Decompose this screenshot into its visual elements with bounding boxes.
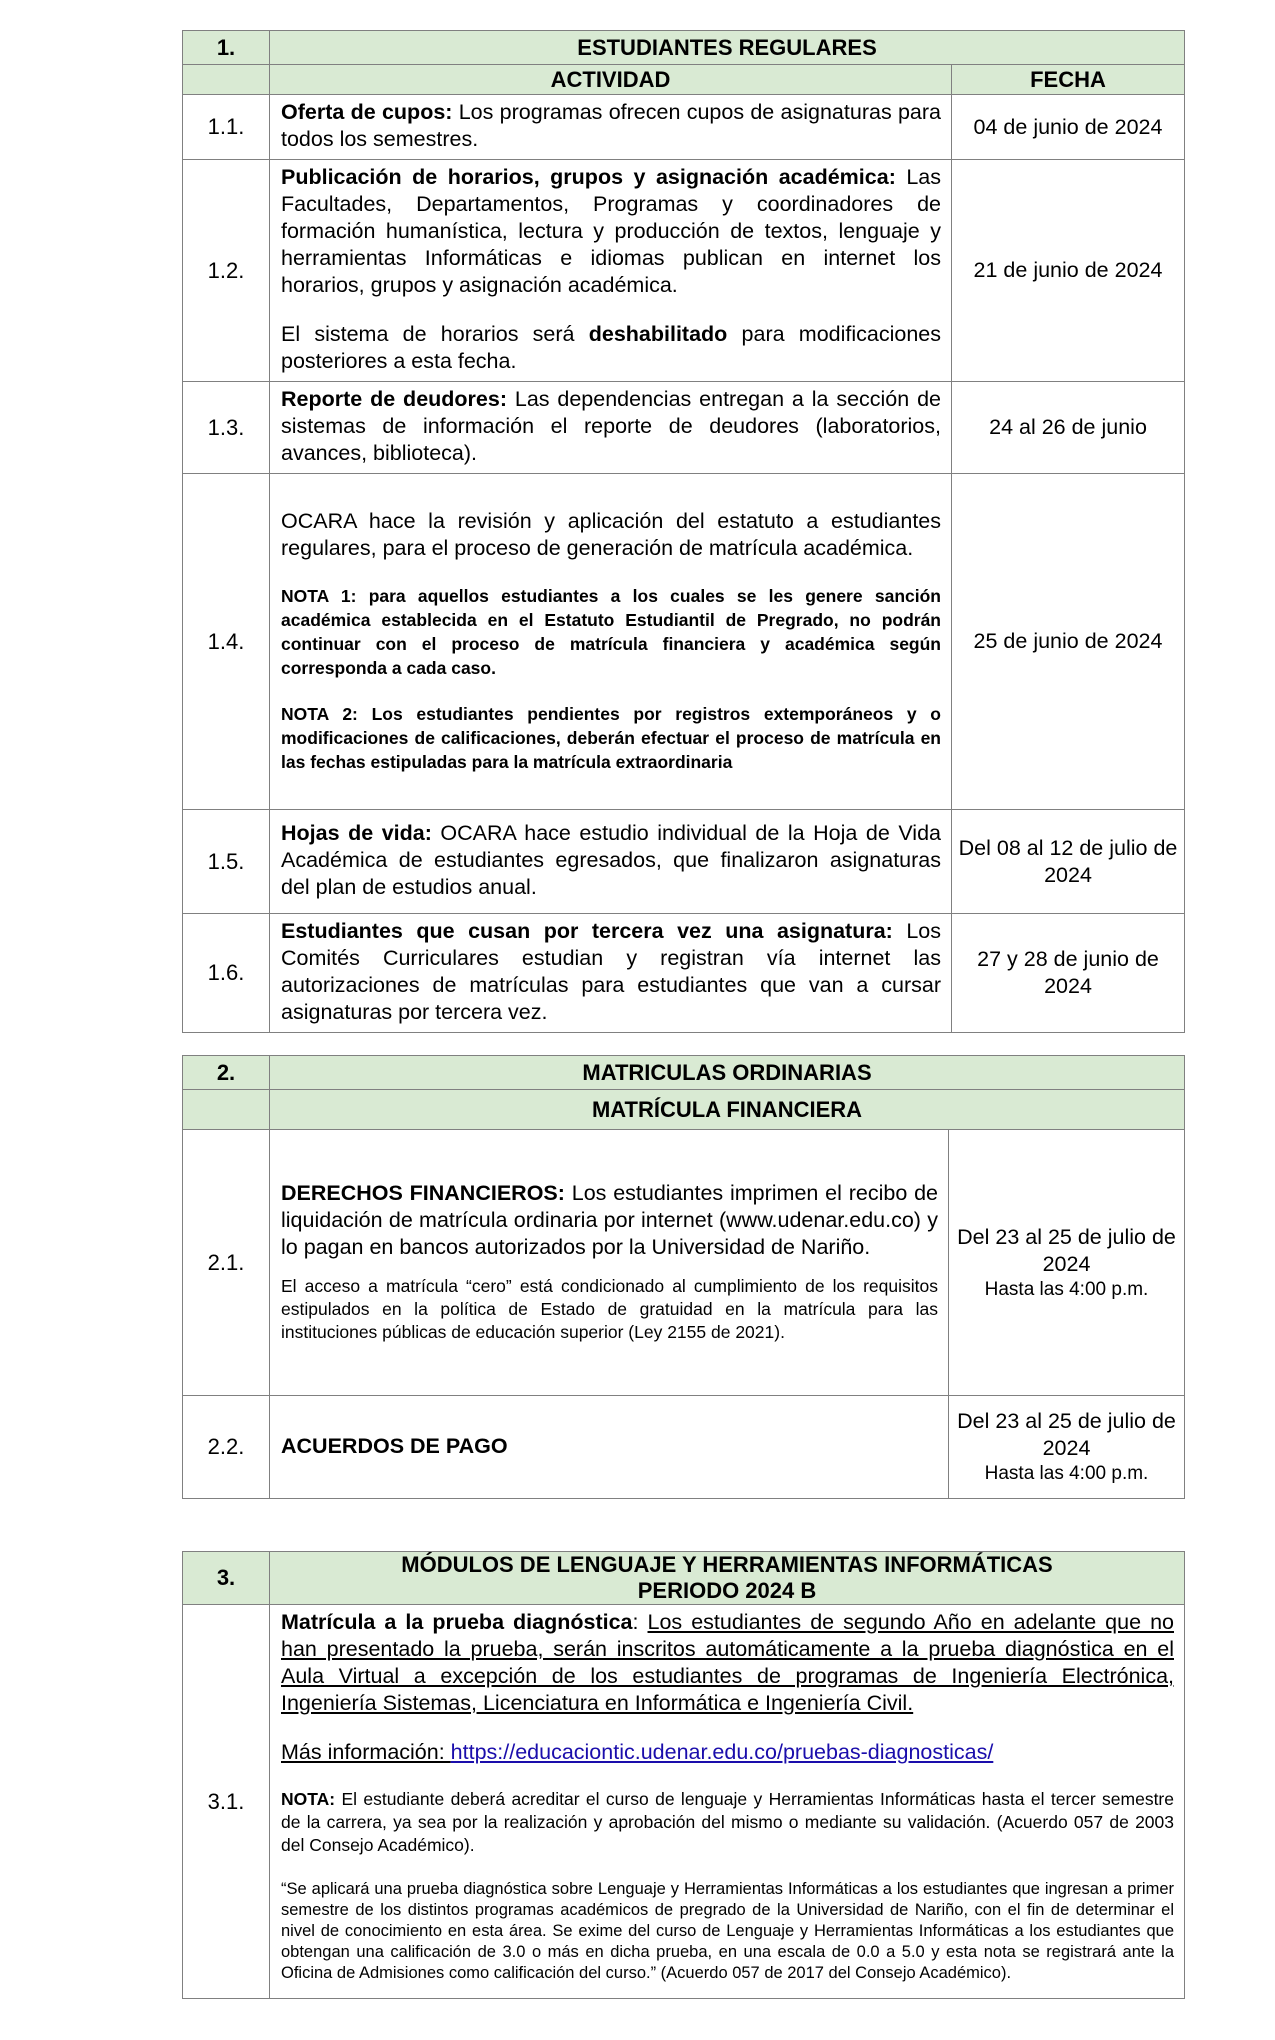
section-title-cell	[270, 1552, 1185, 1605]
table-row	[183, 382, 1185, 474]
row-number: 1.6.	[183, 914, 270, 1033]
section-title: MÓDULOS DE LENGUAJE Y HERRAMIENTAS INFORMÁTICAS	[401, 1552, 1053, 1577]
column-header-date: FECHA	[952, 65, 1185, 95]
note-text: para modificaciones posteriores a esta fecha.	[281, 322, 941, 373]
punctuation: :	[632, 1610, 648, 1634]
date-cell: 27 y 28 de junio de 2024	[952, 914, 1185, 1033]
activity-cell	[270, 1130, 949, 1396]
section-2-table	[182, 1055, 1185, 1499]
section-1-table	[182, 30, 1185, 1033]
row-number: 2.2.	[183, 1396, 270, 1499]
header-blank-cell	[183, 65, 270, 95]
note-text: El sistema de horarios será	[281, 322, 589, 346]
table-row	[183, 474, 1185, 810]
activity-note	[281, 1788, 1174, 1857]
activity-title: Hojas de vida:	[281, 821, 432, 845]
date-cell: 04 de junio de 2024	[952, 95, 1185, 160]
time-text: Hasta las 4:00 p.m.	[984, 1278, 1149, 1300]
date-text: Del 23 al 25 de julio de 2024	[957, 1409, 1176, 1460]
activity-text: Los estudiantes imprimen el recibo de liquidación de matrícula ordinaria por internet (www.udenar.edu.co) y lo pagan en bancos autorizados por la Universidad de Nariño.	[281, 1180, 938, 1259]
section-3-table	[182, 1551, 1185, 1999]
time-text: Hasta las 4:00 p.m.	[984, 1463, 1149, 1484]
date-text: Del 23 al 25 de julio de 2024	[957, 1224, 1176, 1276]
activity-text: Las Facultades, Departamentos, Programas y coordinadores de formación humanística, lectura y producción de textos, lenguaje y herramientas Informáticas e idiomas publican en internet los horarios, grupos y asignación académica.	[281, 165, 941, 297]
activity-title: Matrícula a la prueba diagnóstica	[281, 1610, 633, 1634]
row-number: 1.4.	[183, 474, 270, 810]
table-row	[183, 914, 1185, 1033]
table-row	[183, 95, 1185, 160]
section-title: ESTUDIANTES REGULARES	[270, 31, 1185, 65]
note-text: El estudiante deberá acreditar el curso de lenguaje y Herramientas Informáticas hasta el tercer semestre de la carrera, ya sea por la realización y aprobación del mismo o mediante su validación. (Acuerdo 057 de 2003 del Consejo Académico).	[281, 1789, 1174, 1855]
date-cell: 21 de junio de 2024	[952, 160, 1185, 382]
more-info	[281, 1739, 1174, 1766]
note-1: NOTA 1: para aquellos estudiantes a los cuales se les genere sanción académica establecida en el Estatuto Estudiantil de Pregrado, no podrán continuar con el proceso de matrícula financiera y académica según corresponda a cada caso.	[281, 585, 941, 678]
activity-cell	[270, 474, 952, 810]
date-cell: 24 al 26 de junio	[952, 382, 1185, 474]
date-cell	[949, 1396, 1185, 1499]
table-row	[183, 160, 1185, 382]
section-number: 3.	[183, 1552, 270, 1605]
activity-text: Los estudiantes de segundo Año en adelante que no han presentado la prueba, serán inscritos automáticamente a la prueba diagnóstica en el Aula Virtual a excepción de los estudiantes de programas de Ingeniería Electrónica, Ingeniería Sistemas, Licenciatura en Informática e Ingeniería Civil.	[281, 1610, 1174, 1715]
note-bold: deshabilitado	[588, 322, 728, 346]
date-cell: Del 08 al 12 de julio de 2024	[952, 810, 1185, 914]
activity-note	[281, 321, 941, 375]
table-row	[183, 1130, 1185, 1396]
row-number: 1.3.	[183, 382, 270, 474]
activity-title: Estudiantes que cusan por tercera vez una asignatura:	[281, 919, 893, 943]
activity-cell	[270, 1605, 1185, 1999]
note-label: NOTA:	[281, 1789, 336, 1809]
table-row	[183, 810, 1185, 914]
more-info-link[interactable]: https://educaciontic.udenar.edu.co/pruebas-diagnosticas/	[450, 1740, 994, 1764]
row-number: 3.1.	[183, 1605, 270, 1999]
activity-text: Los programas ofrecen cupos de asignaturas para todos los semestres.	[281, 100, 941, 151]
section-number: 1.	[183, 31, 270, 65]
activity-text: Las dependencias entregan a la sección de sistemas de información el reporte de deudores (laboratorios, avances, biblioteca).	[281, 387, 941, 465]
activity-cell	[270, 810, 952, 914]
column-header-activity: ACTIVIDAD	[270, 65, 952, 95]
activity-cell	[270, 160, 952, 382]
activity-cell	[270, 95, 952, 160]
activity-cell	[270, 1396, 949, 1499]
section-subtitle: PERIODO 2024 B	[637, 1578, 817, 1603]
activity-title: DERECHOS FINANCIEROS:	[281, 1180, 565, 1205]
activity-title: Oferta de cupos:	[281, 100, 453, 124]
header-blank-cell	[183, 1090, 270, 1130]
date-cell	[949, 1130, 1185, 1396]
activity-text: OCARA hace la revisión y aplicación del estatuto a estudiantes regulares, para el proceso de generación de matrícula académica.	[281, 508, 941, 560]
row-number: 1.1.	[183, 95, 270, 160]
date-cell: 25 de junio de 2024	[952, 474, 1185, 810]
section-subtitle: MATRÍCULA FINANCIERA	[270, 1090, 1185, 1130]
agreement-quote: “Se aplicará una prueba diagnóstica sobre Lenguaje y Herramientas Informáticas a los estudiantes que ingresan a primer semestre de los distintos programas académicos de pregrado de la Universidad de Nariño, con el fin de determinar el nivel de conocimiento en esta área. Se exime del curso de Lenguaje y Herramientas Informáticas a los estudiantes que obtengan una calificación de 3.0 o más en dicha prueba, en una escala de 0.0 a 5.0 y esta nota se registrará ante la Oficina de Admisiones como calificación del curso.” (Acuerdo 057 de 2017 del Consejo Académico).	[281, 1880, 1174, 1982]
section-number: 2.	[183, 1056, 270, 1090]
row-number: 1.5.	[183, 810, 270, 914]
activity-title: Reporte de deudores:	[281, 387, 507, 411]
activity-title: ACUERDOS DE PAGO	[281, 1433, 508, 1458]
activity-note: El acceso a matrícula “cero” está condicionado al cumplimiento de los requisitos estipulados en la política de Estado de gratuidad en la matrícula para las instituciones públicas de educación superior (Ley 2155 de 2021).	[281, 1275, 938, 1342]
activity-title: Publicación de horarios, grupos y asignación académica:	[281, 165, 896, 189]
activity-text: Los Comités Curriculares estudian y registran vía internet las autorizaciones de matrículas para estudiantes que van a cursar asignaturas por tercera vez.	[281, 919, 942, 1024]
activity-cell	[270, 382, 952, 474]
section-title: MATRICULAS ORDINARIAS	[270, 1056, 1185, 1090]
more-info-label: Más información:	[281, 1740, 451, 1764]
activity-cell	[270, 914, 952, 1033]
activity-text: OCARA hace estudio individual de la Hoja de Vida Académica de estudiantes egresados, que finalizaron asignaturas del plan de estudios anual.	[281, 821, 941, 899]
table-row	[183, 1396, 1185, 1499]
row-number: 2.1.	[183, 1130, 270, 1396]
table-row	[183, 1605, 1185, 1999]
row-number: 1.2.	[183, 160, 270, 382]
note-2: NOTA 2: Los estudiantes pendientes por registros extemporáneos y o modificaciones de calificaciones, deberán efectuar el proceso de matrícula en las fechas estipuladas para la matrícula extraordinaria	[281, 703, 941, 772]
